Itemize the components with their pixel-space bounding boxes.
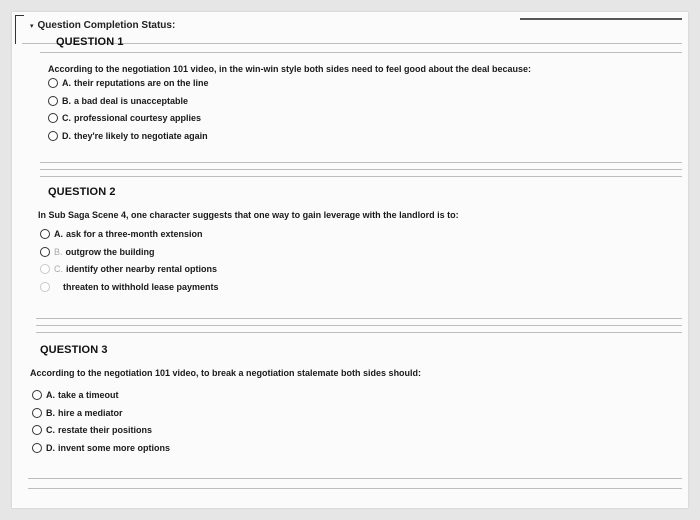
question-2-bottom-line-2 bbox=[36, 325, 682, 326]
option-letter: A. bbox=[54, 229, 63, 239]
option-letter: C. bbox=[62, 113, 71, 124]
radio-button[interactable] bbox=[40, 229, 50, 239]
option-text: hire a mediator bbox=[58, 407, 123, 418]
question-3-option-c[interactable] bbox=[32, 422, 170, 438]
radio-button[interactable] bbox=[32, 425, 42, 435]
question-3-option-b[interactable] bbox=[32, 405, 170, 421]
page-corner-bracket bbox=[15, 15, 24, 44]
question-1-option-a[interactable] bbox=[48, 75, 209, 91]
option-text: outgrow the building bbox=[65, 246, 155, 257]
radio-button[interactable] bbox=[32, 443, 42, 453]
radio-button[interactable] bbox=[40, 247, 50, 257]
option-letter: D. bbox=[62, 130, 71, 141]
radio-button[interactable] bbox=[40, 264, 50, 274]
option-letter: B. bbox=[46, 407, 55, 418]
question-1-bottom-line bbox=[40, 162, 682, 163]
question-3-option-d[interactable] bbox=[32, 440, 170, 456]
question-1-options bbox=[48, 75, 209, 145]
question-2-text: In Sub Saga Scene 4, one character suggests that one way to gain leverage with the landlord is to: bbox=[38, 210, 459, 220]
radio-button[interactable] bbox=[32, 390, 42, 400]
question-1-option-d[interactable] bbox=[48, 128, 209, 144]
question-2-option-c[interactable] bbox=[40, 261, 219, 277]
question-1-text: According to the negotiation 101 video, in the win-win style both sides need to feel good about the deal because: bbox=[48, 64, 532, 74]
option-letter: A. bbox=[46, 390, 55, 400]
option-letter: A. bbox=[62, 78, 71, 88]
question-3-bottom-line-2 bbox=[28, 488, 682, 489]
question-2-title: QUESTION 2 bbox=[48, 186, 116, 198]
option-text: identify other nearby rental options bbox=[66, 264, 218, 275]
question-1-option-c[interactable] bbox=[48, 110, 209, 126]
option-letter: C. bbox=[46, 425, 55, 436]
completion-status-toggle[interactable] bbox=[30, 20, 175, 31]
collapse-triangle-icon[interactable]: ▾ bbox=[30, 23, 34, 30]
radio-button[interactable] bbox=[48, 113, 58, 123]
radio-button[interactable] bbox=[48, 131, 58, 141]
radio-button[interactable] bbox=[32, 408, 42, 418]
option-text: they're likely to negotiate again bbox=[74, 130, 208, 141]
option-letter: C. bbox=[54, 264, 63, 275]
option-text: ask for a three-month extension bbox=[66, 229, 203, 239]
option-text: invent some more options bbox=[58, 442, 171, 453]
question-1-title: QUESTION 1 bbox=[56, 36, 124, 48]
option-letter: B. bbox=[62, 95, 71, 106]
question-3-options bbox=[32, 387, 170, 457]
question-2-option-a[interactable] bbox=[40, 226, 219, 242]
question-3-option-a[interactable] bbox=[32, 387, 170, 403]
question-1-bottom-line-2 bbox=[40, 169, 682, 170]
question-2-option-d[interactable] bbox=[40, 279, 219, 295]
option-letter: B. bbox=[54, 246, 63, 257]
radio-button[interactable] bbox=[48, 96, 58, 106]
option-letter: D. bbox=[46, 442, 55, 453]
option-text: professional courtesy applies bbox=[74, 113, 202, 124]
question-2-options bbox=[40, 226, 219, 296]
radio-button[interactable] bbox=[40, 282, 50, 292]
question-1-option-b[interactable] bbox=[48, 93, 209, 109]
option-text: a bad deal is unacceptable bbox=[74, 95, 189, 106]
option-text: take a timeout bbox=[58, 390, 119, 400]
completion-status-label: Question Completion Status: bbox=[37, 20, 176, 31]
question-3-top-line bbox=[36, 332, 682, 333]
question-2-top-line bbox=[40, 176, 682, 177]
radio-button[interactable] bbox=[48, 78, 58, 88]
question-1-header-line bbox=[40, 52, 682, 53]
question-2-option-b[interactable] bbox=[40, 244, 219, 260]
question-3-text: According to the negotiation 101 video, to break a negotiation stalemate both sides should: bbox=[30, 368, 422, 378]
option-text: their reputations are on the line bbox=[74, 78, 209, 88]
top-divider bbox=[520, 18, 682, 20]
option-text: threaten to withhold lease payments bbox=[63, 281, 219, 292]
question-3-bottom-line bbox=[28, 478, 682, 479]
question-2-bottom-line bbox=[36, 318, 682, 319]
option-text: restate their positions bbox=[58, 425, 153, 436]
question-3-title: QUESTION 3 bbox=[40, 344, 108, 356]
